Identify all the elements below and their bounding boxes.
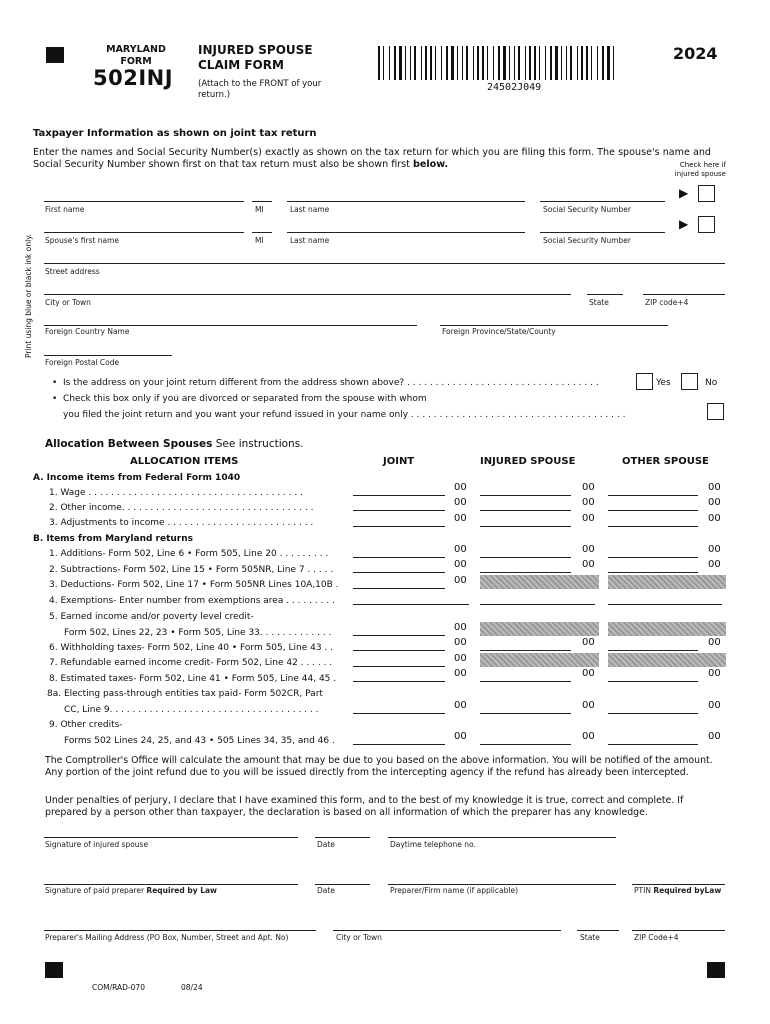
preparer-date-label: Date	[317, 886, 335, 895]
amount-injured-b4[interactable]	[480, 604, 595, 605]
amount-injured-a1[interactable]	[480, 495, 571, 496]
row-a3-label: 3. Adjustments to income . . . . . . . . . . . . . . . . . . . . . . . . . .	[49, 518, 314, 528]
yes-label: Yes	[656, 378, 671, 388]
required-by-law: Required by Law	[146, 886, 217, 895]
city-field[interactable]	[44, 294, 571, 295]
amount-injured-b8a[interactable]	[480, 713, 571, 714]
address-different-question: • Is the address on your joint return different from the address shown above? . . . . . . . . . . . . . . . . . . . . . . . . . . . . . . . . . .	[52, 378, 599, 388]
amount-joint-b8a[interactable]	[353, 713, 445, 714]
preparer-address-field[interactable]	[44, 930, 316, 931]
side-ink-note: Print using blue or black ink only.	[24, 234, 33, 358]
last-name-label: Last name	[290, 205, 330, 214]
form-revision: 08/24	[181, 983, 203, 992]
foreign-country-label: Foreign Country Name	[45, 327, 130, 336]
cents-joint-b9: 00	[454, 731, 467, 742]
shaded-injured-b3	[480, 575, 599, 589]
cents-joint-a2: 00	[454, 497, 467, 508]
zip-label: ZIP code+4	[645, 298, 689, 307]
amount-injured-b2[interactable]	[480, 572, 571, 573]
cents-joint-b1: 00	[454, 544, 467, 555]
cents-joint-b3: 00	[454, 575, 467, 586]
foreign-postal-label: Foreign Postal Code	[45, 358, 120, 367]
amount-other-a2[interactable]	[608, 510, 698, 511]
amount-joint-b9[interactable]	[353, 744, 445, 745]
spouse-ssn-label: Social Security Number	[543, 236, 631, 245]
amount-other-b8[interactable]	[608, 681, 698, 682]
cents-joint-a3: 00	[454, 513, 467, 524]
row-b9-label: 9. Other credits-	[49, 720, 123, 730]
cents-other-b6: 00	[708, 637, 721, 648]
preparer-city-field[interactable]	[333, 930, 561, 931]
check-injured-note: Check here if injured spouse	[674, 161, 726, 178]
amount-other-b8a[interactable]	[608, 713, 698, 714]
cents-other-b2: 00	[708, 559, 721, 570]
shaded-other-b7	[608, 653, 726, 667]
date-label: Date	[317, 840, 335, 849]
street-label: Street address	[45, 267, 100, 276]
amount-other-b2[interactable]	[608, 572, 698, 573]
cents-other-b1: 00	[708, 544, 721, 555]
q2b-text: you filed the joint return and you want your refund issued in your name only . . . . . . . . . . . . . . . . . . . . . . . . . . . . . . . . . . . . . .	[63, 410, 626, 420]
preparer-zip-field[interactable]	[632, 930, 725, 931]
cents-injured-b2: 00	[582, 559, 595, 570]
col-joint: JOINT	[383, 456, 415, 467]
barcode-number: 24502J049	[487, 82, 542, 93]
phone-label: Daytime telephone no.	[390, 840, 476, 849]
arrow-right-icon: ▶	[679, 217, 689, 231]
spouse-mi-field[interactable]	[252, 232, 272, 233]
col-other-spouse: OTHER SPOUSE	[622, 456, 709, 467]
taxpayer-heading: Taxpayer Information as shown on joint tax return	[33, 128, 317, 139]
amount-other-a1[interactable]	[608, 495, 698, 496]
cents-joint-b7: 00	[454, 653, 467, 664]
address-no-checkbox[interactable]	[681, 373, 698, 390]
amount-other-b1[interactable]	[608, 557, 698, 558]
cents-injured-b1: 00	[582, 544, 595, 555]
amount-joint-a3[interactable]	[353, 526, 445, 527]
spouse-last-name-field[interactable]	[287, 232, 525, 233]
state-name: MARYLAND	[106, 44, 166, 55]
divorced-checkbox[interactable]	[707, 403, 724, 420]
ptin-label	[634, 886, 721, 895]
state-label: State	[589, 298, 609, 307]
sig-preparer-text: Signature of paid preparer	[45, 886, 145, 895]
sig-injured-label: Signature of injured spouse	[45, 840, 149, 849]
row-b8a-label-2: CC, Line 9. . . . . . . . . . . . . . . . . . . . . . . . . . . . . . . . . . . . .	[64, 705, 319, 715]
zip-label-bottom: ZIP Code+4	[634, 933, 679, 942]
cents-injured-a1: 00	[582, 482, 595, 493]
signature-date-field[interactable]	[315, 837, 370, 838]
cents-injured-b8: 00	[582, 668, 595, 679]
divorced-question: • Check this box only if you are divorced or separated from the spouse with whom	[52, 394, 427, 404]
first-name-label: First name	[45, 205, 85, 214]
col-injured-spouse: INJURED SPOUSE	[480, 456, 576, 467]
cents-joint-b8a: 00	[454, 700, 467, 711]
foreign-country-field[interactable]	[44, 325, 417, 326]
first-name-field[interactable]	[44, 201, 244, 202]
cents-joint-b5: 00	[454, 622, 467, 633]
mailing-label: Preparer's Mailing Address (PO Box, Number, Street and Apt. No)	[45, 933, 289, 942]
amount-injured-b1[interactable]	[480, 557, 571, 558]
spouse-last-label: Last name	[290, 236, 330, 245]
section-b-heading: B. Items from Maryland returns	[33, 534, 194, 544]
cents-other-a2: 00	[708, 497, 721, 508]
amount-joint-b3[interactable]	[353, 588, 445, 589]
section-a-heading: A. Income items from Federal Form 1040	[33, 473, 241, 483]
row-b2-label: 2. Subtractions- Form 502, Line 15 • Form 505NR, Line 7 . . . . .	[49, 565, 334, 575]
cents-other-b8a: 00	[708, 700, 721, 711]
barcode	[378, 46, 620, 80]
row-b1-label: 1. Additions- Form 502, Line 6 • Form 505, Line 20 . . . . . . . . .	[49, 549, 329, 559]
form-code: COM/RAD-070	[92, 983, 145, 992]
injured-spouse-checkbox-1[interactable]	[698, 185, 715, 202]
title-line-1: INJURED SPOUSE	[198, 43, 313, 57]
row-b3-label: 3. Deductions- Form 502, Line 17 • Form 505NR Lines 10A,10B .	[49, 580, 339, 590]
title-line-2: CLAIM FORM	[198, 58, 284, 72]
ssn-field[interactable]	[540, 201, 665, 202]
taxpayer-instructions	[33, 147, 733, 171]
arrow-right-icon: ▶	[679, 186, 689, 200]
amount-other-b6[interactable]	[608, 650, 698, 651]
spouse-mi-label: MI	[255, 236, 264, 245]
row-b8a-label: 8a. Electing pass-through entities tax paid- Form 502CR, Part	[47, 689, 323, 699]
amount-joint-b8[interactable]	[353, 681, 445, 682]
amount-joint-a2[interactable]	[353, 510, 445, 511]
amount-joint-b7[interactable]	[353, 666, 445, 667]
row-b6-label: 6. Withholding taxes- Form 502, Line 40 • Form 505, Line 43 . .	[49, 643, 333, 653]
daytime-phone-field[interactable]	[388, 837, 616, 838]
preparer-firm-field[interactable]	[388, 884, 616, 885]
cents-other-a3: 00	[708, 513, 721, 524]
ptin-required: Required byLaw	[653, 886, 722, 895]
spouse-first-name-field[interactable]	[44, 232, 244, 233]
instructions-text: Enter the names and Social Security Number(s) exactly as shown on the tax return for which you are filing this form. The spouse's name and Social Security Number shown first on that tax return must also be shown first	[33, 147, 711, 170]
shaded-other-b5	[608, 622, 726, 636]
registration-mark-bottom-left	[45, 962, 63, 978]
amount-injured-b8[interactable]	[480, 681, 571, 682]
allocation-heading-bold: Allocation Between Spouses	[45, 438, 213, 450]
last-name-field[interactable]	[287, 201, 525, 202]
row-b8-label: 8. Estimated taxes- Form 502, Line 41 • Form 505, Line 44, 45 .	[49, 674, 337, 684]
spouse-ssn-field[interactable]	[540, 232, 665, 233]
state-field[interactable]	[587, 294, 623, 295]
cents-other-b9: 00	[708, 731, 721, 742]
allocation-heading-rest: See instructions.	[215, 438, 304, 450]
row-a1-label: 1. Wage . . . . . . . . . . . . . . . . . . . . . . . . . . . . . . . . . . . . . .	[49, 488, 303, 498]
amount-injured-a2[interactable]	[480, 510, 571, 511]
no-label: No	[705, 378, 718, 388]
form-state-label	[100, 44, 172, 68]
amount-injured-b9[interactable]	[480, 744, 571, 745]
address-yes-checkbox[interactable]	[636, 373, 653, 390]
cents-joint-b2: 00	[454, 559, 467, 570]
amount-joint-b4[interactable]	[353, 604, 469, 605]
row-a2-label: 2. Other income. . . . . . . . . . . . . . . . . . . . . . . . . . . . . . . . . .	[49, 503, 314, 513]
row-b9-label-2: Forms 502 Lines 24, 25, and 43 • 505 Lines 34, 35, and 46 .	[64, 736, 335, 746]
preparer-firm-label: Preparer/Firm name (if applicable)	[390, 886, 518, 895]
amount-joint-a1[interactable]	[353, 495, 445, 496]
cents-other-a1: 00	[708, 482, 721, 493]
city-label: City or Town	[45, 298, 91, 307]
preparer-date-field[interactable]	[315, 884, 370, 885]
instructions-bold: below.	[413, 159, 449, 170]
amount-injured-b6[interactable]	[480, 650, 571, 651]
amount-other-b4[interactable]	[608, 604, 722, 605]
cents-injured-a3: 00	[582, 513, 595, 524]
ptin-text: PTIN	[634, 886, 651, 895]
row-b7-label: 7. Refundable earned income credit- Form 502, Line 42 . . . . . .	[49, 658, 333, 668]
shaded-injured-b7	[480, 653, 599, 667]
form-title	[198, 43, 313, 73]
comptroller-notice: The Comptroller's Office will calculate the amount that may be due to you based on the above information. You will be notified of the amount. Any portion of the joint refund due to you will be issued directly from the intercepting agency if the refund has already been intercepted.	[45, 755, 713, 778]
row-b5b-label: Form 502, Lines 22, 23 • Form 505, Line 33. . . . . . . . . . . . .	[64, 628, 332, 638]
col-allocation-items: ALLOCATION ITEMS	[130, 456, 239, 467]
cents-injured-a2: 00	[582, 497, 595, 508]
foreign-province-field[interactable]	[440, 325, 668, 326]
sig-preparer-label	[45, 886, 217, 895]
registration-mark-bottom-right	[707, 962, 725, 978]
allocation-heading	[45, 438, 304, 450]
cents-other-b8: 00	[708, 668, 721, 679]
spouse-first-label: Spouse's first name	[45, 236, 120, 245]
foreign-postal-field[interactable]	[44, 355, 172, 356]
shaded-other-b3	[608, 575, 726, 589]
amount-joint-b5[interactable]	[353, 635, 445, 636]
city-label-bottom: City or Town	[336, 933, 382, 942]
cents-injured-b8a: 00	[582, 700, 595, 711]
foreign-province-label: Foreign Province/State/County	[442, 327, 556, 336]
side-note-wrap	[24, 230, 38, 370]
q2a-text: Check this box only if you are divorced or separated from the spouse with whom	[63, 394, 427, 404]
amount-joint-b2[interactable]	[353, 572, 445, 573]
row-b4-label: 4. Exemptions- Enter number from exemptions area . . . . . . . . .	[49, 596, 335, 606]
mi-field[interactable]	[252, 201, 272, 202]
cents-joint-a1: 00	[454, 482, 467, 493]
registration-mark-top-left	[46, 47, 64, 63]
zip-field[interactable]	[643, 294, 725, 295]
mi-label: MI	[255, 205, 264, 214]
cents-joint-b6: 00	[454, 637, 467, 648]
form-word: FORM	[120, 56, 152, 67]
attach-note: (Attach to the FRONT of your return.)	[198, 79, 322, 100]
amount-joint-b1[interactable]	[353, 557, 445, 558]
preparer-signature-field[interactable]	[44, 884, 298, 885]
cents-joint-b8: 00	[454, 668, 467, 679]
injured-signature-field[interactable]	[44, 837, 298, 838]
amount-other-a3[interactable]	[608, 526, 698, 527]
state-label-bottom: State	[580, 933, 600, 942]
cents-injured-b9: 00	[582, 731, 595, 742]
cents-injured-b6: 00	[582, 637, 595, 648]
ptin-field[interactable]	[632, 884, 725, 885]
perjury-declaration: Under penalties of perjury, I declare that I have examined this form, and to the best of my knowledge it is true, correct and complete. If prepared by a person other than taxpayer, the declaration is based on all information of which the preparer has any knowledge.	[45, 795, 684, 818]
street-field[interactable]	[44, 263, 725, 264]
form-number: 502INJ	[93, 66, 174, 90]
q1-text: Is the address on your joint return different from the address shown above? . . . . . . . . . . . . . . . . . . . . . . . . . . . . . . . . . .	[63, 378, 599, 388]
row-b5a-label: 5. Earned income and/or poverty level credit-	[49, 612, 254, 622]
ssn-label: Social Security Number	[543, 205, 631, 214]
preparer-state-field[interactable]	[577, 930, 619, 931]
injured-spouse-checkbox-2[interactable]	[698, 216, 715, 233]
shaded-injured-b5	[480, 622, 599, 636]
amount-joint-b6[interactable]	[353, 650, 445, 651]
tax-year: 2024	[673, 44, 718, 63]
amount-other-b9[interactable]	[608, 744, 698, 745]
amount-injured-a3[interactable]	[480, 526, 571, 527]
